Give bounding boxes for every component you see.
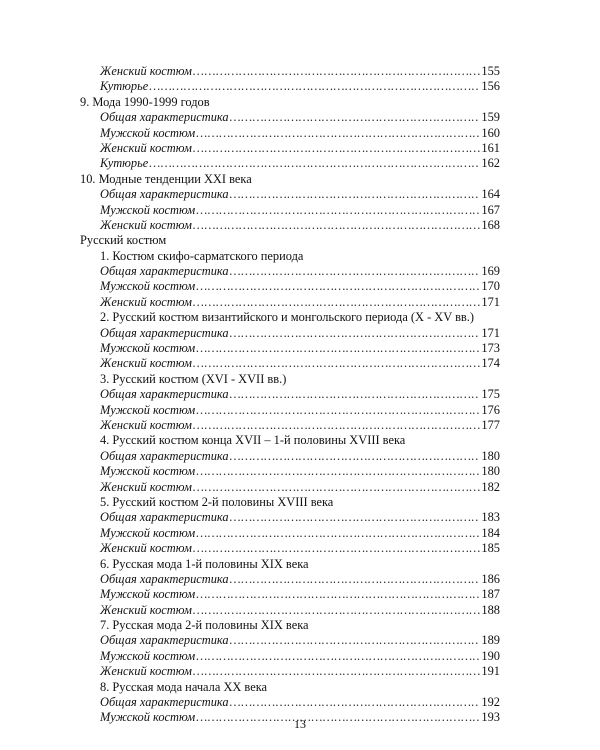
- dot-leader: [196, 587, 480, 602]
- toc-entry: [80, 156, 500, 171]
- toc-entry-title: 3. Русский костюм (XVI - XVII вв.): [100, 371, 287, 386]
- toc-page-number: 191: [481, 664, 500, 679]
- toc-entry-title: Общая характеристика: [100, 510, 229, 525]
- toc-section-heading: [80, 95, 500, 110]
- dot-leader: [230, 326, 481, 341]
- dot-leader: [230, 572, 481, 587]
- toc-entry-title: Женский костюм: [100, 356, 192, 371]
- toc-entry-title: Мужской костюм: [100, 402, 196, 417]
- dot-leader: [196, 341, 480, 356]
- toc-page-number: 183: [481, 510, 500, 525]
- toc-entry: [80, 218, 500, 233]
- table-of-contents: [80, 64, 500, 726]
- toc-page-number: 187: [481, 587, 500, 602]
- toc-page-number: 167: [481, 202, 500, 217]
- dot-leader: [193, 664, 480, 679]
- dot-leader: [193, 480, 480, 495]
- dot-leader: [193, 356, 480, 371]
- toc-page-number: 170: [481, 279, 500, 294]
- toc-entry-title: Общая характеристика: [100, 110, 229, 125]
- toc-entry: [80, 264, 500, 279]
- toc-entry-title: Мужской костюм: [100, 710, 196, 725]
- dot-leader: [230, 264, 481, 279]
- toc-page-number: 175: [481, 387, 500, 402]
- toc-entry-title: Общая характеристика: [100, 448, 229, 463]
- dot-leader: [193, 218, 480, 233]
- toc-entry: [80, 279, 500, 294]
- toc-entry-title: 5. Русский костюм 2-й половины XVIII века: [100, 494, 334, 509]
- dot-leader: [193, 295, 480, 310]
- dot-leader: [149, 79, 480, 94]
- dot-leader: [230, 695, 481, 710]
- dot-leader: [230, 449, 481, 464]
- dot-leader: [230, 110, 481, 125]
- toc-entry: [80, 187, 500, 202]
- toc-entry-title: Мужской костюм: [100, 587, 196, 602]
- toc-subsection: [80, 618, 500, 633]
- toc-entry: [80, 633, 500, 648]
- toc-entry: [80, 587, 500, 602]
- toc-subsection: [80, 372, 500, 387]
- toc-page-number: 171: [481, 325, 500, 340]
- toc-entry-title: Кутюрье: [100, 79, 149, 94]
- toc-entry: [80, 79, 500, 94]
- toc-entry: [80, 203, 500, 218]
- toc-entry: [80, 664, 500, 679]
- toc-entry-title: Мужской костюм: [100, 279, 196, 294]
- dot-leader: [230, 633, 481, 648]
- toc-entry: [80, 326, 500, 341]
- toc-page-number: 188: [481, 602, 500, 617]
- toc-page-number: 159: [481, 110, 500, 125]
- toc-page-number: 174: [481, 356, 500, 371]
- toc-page-number: 164: [481, 187, 500, 202]
- toc-entry-title: Русский костюм: [80, 233, 167, 248]
- toc-entry-title: 10. Модные тенденции XXI века: [80, 171, 252, 186]
- toc-entry-title: Женский костюм: [100, 64, 192, 78]
- toc-entry: [80, 449, 500, 464]
- toc-entry: [80, 295, 500, 310]
- toc-entry: [80, 572, 500, 587]
- toc-entry-title: Общая характеристика: [100, 325, 229, 340]
- toc-subsection: [80, 249, 500, 264]
- page-number: 13: [294, 717, 306, 731]
- dot-leader: [230, 387, 481, 402]
- toc-entry-title: Общая характеристика: [100, 571, 229, 586]
- toc-page-number: 160: [481, 125, 500, 140]
- dot-leader: [230, 510, 481, 525]
- toc-entry: [80, 526, 500, 541]
- toc-page-number: 193: [481, 710, 500, 725]
- toc-entry-title: 8. Русская мода начала XX века: [100, 679, 268, 694]
- dot-leader: [149, 156, 480, 171]
- toc-entry: [80, 480, 500, 495]
- dot-leader: [196, 526, 480, 541]
- dot-leader: [196, 649, 480, 664]
- dot-leader: [196, 279, 480, 294]
- toc-entry: [80, 464, 500, 479]
- toc-entry-title: Мужской костюм: [100, 341, 196, 356]
- toc-entry: [80, 510, 500, 525]
- dot-leader: [196, 403, 480, 418]
- toc-page-number: 192: [481, 695, 500, 710]
- toc-entry-title: 1. Костюм скифо-сарматского периода: [100, 248, 304, 263]
- toc-entry-title: Кутюрье: [100, 156, 149, 171]
- dot-leader: [196, 126, 480, 141]
- toc-section-heading: [80, 172, 500, 187]
- toc-subsection: [80, 433, 500, 448]
- toc-page-number: 173: [481, 341, 500, 356]
- toc-page-number: 177: [481, 417, 500, 432]
- dot-leader: [196, 464, 480, 479]
- toc-page-number: 190: [481, 648, 500, 663]
- toc-entry: [80, 418, 500, 433]
- toc-entry: [80, 356, 500, 371]
- toc-page-number: 185: [481, 541, 500, 556]
- toc-entry-title: Женский костюм: [100, 417, 192, 432]
- toc-entry: [80, 695, 500, 710]
- toc-page-number: 189: [481, 633, 500, 648]
- toc-entry-title: Мужской костюм: [100, 648, 196, 663]
- toc-page-number: 186: [481, 571, 500, 586]
- toc-entry-title: Общая характеристика: [100, 187, 229, 202]
- dot-leader: [196, 203, 480, 218]
- toc-entry-title: Мужской костюм: [100, 125, 196, 140]
- toc-entry-title: 7. Русская мода 2-й половины XIX века: [100, 618, 309, 633]
- toc-page-number: 176: [481, 402, 500, 417]
- toc-subsection: [80, 680, 500, 695]
- toc-page-number: 155: [481, 64, 500, 78]
- dot-leader: [193, 541, 480, 556]
- toc-entry-title: Общая характеристика: [100, 633, 229, 648]
- toc-page-number: 182: [481, 479, 500, 494]
- dot-leader: [193, 64, 480, 79]
- toc-page-number: 168: [481, 217, 500, 232]
- toc-entry-title: Женский костюм: [100, 294, 192, 309]
- toc-page-number: 156: [481, 79, 500, 94]
- toc-page-number: 171: [481, 294, 500, 309]
- toc-entry-title: Женский костюм: [100, 541, 192, 556]
- toc-entry-title: 2. Русский костюм византийского и монгольского периода (X - XV вв.): [100, 310, 475, 325]
- toc-entry: [80, 403, 500, 418]
- toc-page-number: 162: [481, 156, 500, 171]
- toc-entry-title: Женский костюм: [100, 479, 192, 494]
- toc-entry: [80, 603, 500, 618]
- toc-entry-title: Женский костюм: [100, 140, 192, 155]
- toc-entry-title: Общая характеристика: [100, 387, 229, 402]
- toc-page-number: 161: [481, 140, 500, 155]
- toc-entry: [80, 649, 500, 664]
- toc-entry-title: 6. Русская мода 1-й половины XIX века: [100, 556, 309, 571]
- toc-entry-title: Общая характеристика: [100, 695, 229, 710]
- toc-page-number: 180: [481, 464, 500, 479]
- toc-subsection: [80, 495, 500, 510]
- toc-entry-title: Мужской костюм: [100, 525, 196, 540]
- toc-entry: [80, 110, 500, 125]
- toc-entry-title: Женский костюм: [100, 602, 192, 617]
- toc-entry-title: 4. Русский костюм конца XVII – 1-й половины XVIII века: [100, 433, 406, 448]
- toc-page-number: 169: [481, 264, 500, 279]
- toc-entry-title: Общая характеристика: [100, 264, 229, 279]
- toc-entry-title: Мужской костюм: [100, 202, 196, 217]
- toc-subsection: [80, 557, 500, 572]
- dot-leader: [193, 141, 480, 156]
- toc-entry-title: Женский костюм: [100, 664, 192, 679]
- toc-entry-title: Женский костюм: [100, 217, 192, 232]
- toc-page-number: 184: [481, 525, 500, 540]
- toc-page-number: 180: [481, 448, 500, 463]
- dot-leader: [193, 418, 480, 433]
- toc-entry: [80, 64, 500, 79]
- toc-entry-title: Мужской костюм: [100, 464, 196, 479]
- toc-section-heading: [80, 233, 500, 248]
- dot-leader: [230, 187, 481, 202]
- toc-entry: [80, 541, 500, 556]
- toc-subsection: [80, 310, 500, 325]
- toc-entry: [80, 141, 500, 156]
- dot-leader: [193, 603, 480, 618]
- toc-entry: [80, 341, 500, 356]
- toc-entry-title: 9. Мода 1990-1999 годов: [80, 94, 210, 109]
- toc-entry: [80, 126, 500, 141]
- toc-entry: [80, 387, 500, 402]
